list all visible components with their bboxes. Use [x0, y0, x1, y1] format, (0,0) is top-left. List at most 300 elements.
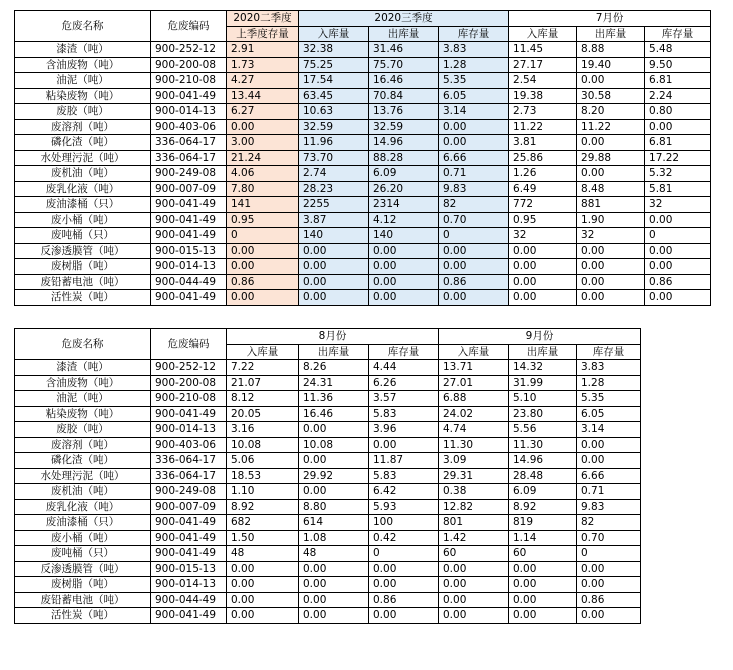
value-cell: 4.12	[369, 212, 439, 228]
table-row	[15, 499, 641, 515]
value-cell: 24.31	[299, 375, 369, 391]
value-cell: 682	[227, 515, 299, 531]
value-cell: 0.38	[439, 484, 509, 500]
value-cell: 0	[227, 228, 299, 244]
waste-name-cell: 漆渣（吨）	[15, 360, 151, 376]
value-cell: 9.83	[577, 499, 641, 515]
value-cell: 6.09	[509, 484, 577, 500]
monthly-table	[14, 328, 641, 624]
value-cell: 0.00	[577, 135, 645, 151]
waste-name-cell: 废铅蓄电池（吨）	[15, 274, 151, 290]
table-row	[15, 150, 711, 166]
value-cell: 32.59	[369, 119, 439, 135]
value-cell: 0.00	[227, 119, 299, 135]
value-cell: 13.76	[369, 104, 439, 120]
waste-name-cell: 漆渣（吨）	[15, 42, 151, 58]
table-row	[15, 515, 641, 531]
value-cell: 0.00	[509, 259, 577, 275]
q3-sub-stock: 库存量	[439, 26, 509, 42]
table-row	[15, 577, 641, 593]
value-cell: 0.00	[509, 243, 577, 259]
waste-name-cell: 废胶（吨）	[15, 104, 151, 120]
table-row	[15, 422, 641, 438]
value-cell: 3.14	[577, 422, 641, 438]
waste-name-cell: 废乳化液（吨）	[15, 499, 151, 515]
waste-name-cell: 水处理污泥（吨）	[15, 150, 151, 166]
value-cell: 5.06	[227, 453, 299, 469]
waste-name-cell: 废溶剂（吨）	[15, 119, 151, 135]
value-cell: 3.83	[577, 360, 641, 376]
m9-sub-outbound: 出库量	[509, 344, 577, 360]
value-cell: 14.96	[509, 453, 577, 469]
value-cell: 0.00	[509, 608, 577, 624]
value-cell: 11.96	[299, 135, 369, 151]
table-row	[15, 57, 711, 73]
value-cell: 0.95	[509, 212, 577, 228]
value-cell: 27.17	[509, 57, 577, 73]
value-cell: 11.36	[299, 391, 369, 407]
value-cell: 6.05	[439, 88, 509, 104]
table-row	[15, 484, 641, 500]
waste-name-cell: 粘染废物（吨）	[15, 406, 151, 422]
value-cell: 0.00	[227, 243, 299, 259]
value-cell: 6.81	[645, 135, 711, 151]
waste-code-cell: 900-252-12	[151, 42, 227, 58]
value-cell: 0.00	[299, 561, 369, 577]
value-cell: 10.08	[299, 437, 369, 453]
value-cell: 1.14	[509, 530, 577, 546]
value-cell: 0.00	[645, 212, 711, 228]
value-cell: 5.10	[509, 391, 577, 407]
value-cell: 0.00	[645, 119, 711, 135]
table-row	[15, 88, 711, 104]
value-cell: 3.83	[439, 42, 509, 58]
value-cell: 0.95	[227, 212, 299, 228]
value-cell: 11.87	[369, 453, 439, 469]
waste-name-cell: 磷化渣（吨）	[15, 453, 151, 469]
value-cell: 0.00	[227, 592, 299, 608]
m7-sub-outbound: 出库量	[577, 26, 645, 42]
value-cell: 5.83	[369, 406, 439, 422]
value-cell: 13.71	[439, 360, 509, 376]
q3-header: 2020三季度	[299, 11, 509, 27]
value-cell: 29.31	[439, 468, 509, 484]
waste-code-cell: 900-007-09	[151, 499, 227, 515]
value-cell: 32	[577, 228, 645, 244]
value-cell: 1.73	[227, 57, 299, 73]
value-cell: 5.35	[439, 73, 509, 89]
value-cell: 0.00	[369, 561, 439, 577]
waste-code-cell: 900-015-13	[151, 243, 227, 259]
waste-name-cell: 废胶（吨）	[15, 422, 151, 438]
value-cell: 772	[509, 197, 577, 213]
q3-sub-inbound: 入库量	[299, 26, 369, 42]
value-cell: 32.59	[299, 119, 369, 135]
value-cell: 2.74	[299, 166, 369, 182]
waste-code-cell: 900-014-13	[151, 422, 227, 438]
value-cell: 3.57	[369, 391, 439, 407]
waste-name-cell: 废溶剂（吨）	[15, 437, 151, 453]
value-cell: 5.35	[577, 391, 641, 407]
value-cell: 0.86	[577, 592, 641, 608]
col-header-code: 危废编码	[151, 329, 227, 360]
value-cell: 16.46	[299, 406, 369, 422]
waste-name-cell: 废树脂（吨）	[15, 577, 151, 593]
value-cell: 23.80	[509, 406, 577, 422]
value-cell: 0.00	[577, 577, 641, 593]
value-cell: 32	[645, 197, 711, 213]
value-cell: 8.92	[227, 499, 299, 515]
waste-name-cell: 磷化渣（吨）	[15, 135, 151, 151]
waste-code-cell: 900-014-13	[151, 577, 227, 593]
waste-name-cell: 油泥（吨）	[15, 73, 151, 89]
value-cell: 25.86	[509, 150, 577, 166]
waste-name-cell: 废吨桶（只）	[15, 228, 151, 244]
value-cell: 8.88	[577, 42, 645, 58]
value-cell: 5.56	[509, 422, 577, 438]
value-cell: 6.49	[509, 181, 577, 197]
value-cell: 0.00	[577, 453, 641, 469]
table-row	[15, 453, 641, 469]
value-cell: 1.08	[299, 530, 369, 546]
value-cell: 9.83	[439, 181, 509, 197]
value-cell: 0.00	[439, 608, 509, 624]
waste-code-cell: 900-044-49	[151, 592, 227, 608]
waste-code-cell: 900-014-13	[151, 104, 227, 120]
value-cell: 1.28	[577, 375, 641, 391]
value-cell: 21.07	[227, 375, 299, 391]
waste-name-cell: 反渗透膜管（吨）	[15, 561, 151, 577]
waste-name-cell: 废小桶（吨）	[15, 212, 151, 228]
waste-code-cell: 900-041-49	[151, 88, 227, 104]
value-cell: 0.00	[509, 290, 577, 306]
value-cell: 0.70	[439, 212, 509, 228]
m8-header: 8月份	[227, 329, 439, 345]
value-cell: 7.80	[227, 181, 299, 197]
value-cell: 4.27	[227, 73, 299, 89]
value-cell: 0.00	[509, 577, 577, 593]
value-cell: 27.01	[439, 375, 509, 391]
col-header-name: 危废名称	[15, 11, 151, 42]
table-row	[15, 42, 711, 58]
value-cell: 24.02	[439, 406, 509, 422]
table-row	[15, 437, 641, 453]
value-cell: 0.00	[299, 577, 369, 593]
m8-sub-inbound: 入库量	[227, 344, 299, 360]
value-cell: 0.00	[645, 290, 711, 306]
value-cell: 3.16	[227, 422, 299, 438]
value-cell: 29.92	[299, 468, 369, 484]
value-cell: 0.00	[227, 259, 299, 275]
table-row	[15, 259, 711, 275]
value-cell: 8.48	[577, 181, 645, 197]
value-cell: 3.87	[299, 212, 369, 228]
table-row	[15, 212, 711, 228]
waste-code-cell: 900-249-08	[151, 166, 227, 182]
q2-sub-opening-stock: 上季度存量	[227, 26, 299, 42]
value-cell: 1.10	[227, 484, 299, 500]
value-cell: 0.86	[645, 274, 711, 290]
table-row	[15, 73, 711, 89]
value-cell: 0.00	[369, 608, 439, 624]
waste-code-cell: 900-041-49	[151, 290, 227, 306]
col-header-name: 危废名称	[15, 329, 151, 360]
table-row	[15, 290, 711, 306]
value-cell: 819	[509, 515, 577, 531]
value-cell: 0.00	[577, 259, 645, 275]
value-cell: 6.66	[577, 468, 641, 484]
m9-header: 9月份	[439, 329, 641, 345]
value-cell: 17.54	[299, 73, 369, 89]
value-cell: 140	[369, 228, 439, 244]
value-cell: 0.00	[439, 243, 509, 259]
value-cell: 801	[439, 515, 509, 531]
m8-sub-stock: 库存量	[369, 344, 439, 360]
value-cell: 20.05	[227, 406, 299, 422]
value-cell: 0.00	[369, 577, 439, 593]
value-cell: 3.81	[509, 135, 577, 151]
value-cell: 2.91	[227, 42, 299, 58]
value-cell: 63.45	[299, 88, 369, 104]
waste-name-cell: 含油废物（吨）	[15, 57, 151, 73]
value-cell: 19.40	[577, 57, 645, 73]
value-cell: 60	[509, 546, 577, 562]
value-cell: 17.22	[645, 150, 711, 166]
value-cell: 0.86	[369, 592, 439, 608]
value-cell: 88.28	[369, 150, 439, 166]
value-cell: 1.28	[439, 57, 509, 73]
waste-code-cell: 900-403-06	[151, 119, 227, 135]
value-cell: 6.09	[369, 166, 439, 182]
value-cell: 0.00	[509, 592, 577, 608]
value-cell: 0.00	[439, 592, 509, 608]
value-cell: 28.23	[299, 181, 369, 197]
value-cell: 2.73	[509, 104, 577, 120]
value-cell: 0.86	[439, 274, 509, 290]
table-row	[15, 608, 641, 624]
waste-code-cell: 900-044-49	[151, 274, 227, 290]
value-cell: 19.38	[509, 88, 577, 104]
value-cell: 0.00	[299, 290, 369, 306]
value-cell: 881	[577, 197, 645, 213]
value-cell: 31.99	[509, 375, 577, 391]
value-cell: 5.32	[645, 166, 711, 182]
value-cell: 11.22	[577, 119, 645, 135]
value-cell: 2255	[299, 197, 369, 213]
value-cell: 0.86	[227, 274, 299, 290]
waste-name-cell: 废树脂（吨）	[15, 259, 151, 275]
value-cell: 0.00	[577, 274, 645, 290]
value-cell: 0.00	[577, 290, 645, 306]
value-cell: 0.00	[299, 259, 369, 275]
value-cell: 6.88	[439, 391, 509, 407]
value-cell: 82	[439, 197, 509, 213]
value-cell: 30.58	[577, 88, 645, 104]
value-cell: 18.53	[227, 468, 299, 484]
value-cell: 31.46	[369, 42, 439, 58]
waste-code-cell: 336-064-17	[151, 453, 227, 469]
value-cell: 0.00	[299, 422, 369, 438]
table-row	[15, 243, 711, 259]
value-cell: 73.70	[299, 150, 369, 166]
value-cell: 75.25	[299, 57, 369, 73]
waste-code-cell: 900-015-13	[151, 561, 227, 577]
value-cell: 48	[299, 546, 369, 562]
q2-header: 2020二季度	[227, 11, 299, 27]
waste-code-cell: 900-041-49	[151, 212, 227, 228]
value-cell: 21.24	[227, 150, 299, 166]
value-cell: 1.90	[577, 212, 645, 228]
table-row	[15, 468, 641, 484]
value-cell: 0	[645, 228, 711, 244]
waste-name-cell: 废油漆桶（只）	[15, 515, 151, 531]
waste-name-cell: 油泥（吨）	[15, 391, 151, 407]
value-cell: 0.00	[439, 119, 509, 135]
waste-code-cell: 336-064-17	[151, 150, 227, 166]
waste-code-cell: 900-014-13	[151, 259, 227, 275]
value-cell: 0.00	[439, 290, 509, 306]
value-cell: 6.42	[369, 484, 439, 500]
value-cell: 2314	[369, 197, 439, 213]
waste-code-cell: 900-007-09	[151, 181, 227, 197]
waste-code-cell: 900-041-49	[151, 546, 227, 562]
waste-name-cell: 含油废物（吨）	[15, 375, 151, 391]
value-cell: 1.42	[439, 530, 509, 546]
value-cell: 0.00	[645, 259, 711, 275]
value-cell: 0.00	[439, 561, 509, 577]
value-cell: 0.70	[577, 530, 641, 546]
value-cell: 0.00	[369, 290, 439, 306]
table-row	[15, 360, 641, 376]
value-cell: 26.20	[369, 181, 439, 197]
value-cell: 4.06	[227, 166, 299, 182]
waste-code-cell: 900-041-49	[151, 515, 227, 531]
value-cell: 3.00	[227, 135, 299, 151]
value-cell: 60	[439, 546, 509, 562]
value-cell: 0.00	[577, 561, 641, 577]
waste-name-cell: 活性炭（吨）	[15, 290, 151, 306]
waste-name-cell: 废铅蓄电池（吨）	[15, 592, 151, 608]
value-cell: 2.54	[509, 73, 577, 89]
waste-name-cell: 水处理污泥（吨）	[15, 468, 151, 484]
waste-code-cell: 900-403-06	[151, 437, 227, 453]
table-row	[15, 592, 641, 608]
value-cell: 0.00	[439, 135, 509, 151]
value-cell: 0.00	[439, 577, 509, 593]
value-cell: 0.00	[227, 608, 299, 624]
value-cell: 32.38	[299, 42, 369, 58]
value-cell: 6.27	[227, 104, 299, 120]
value-cell: 6.81	[645, 73, 711, 89]
table-row	[15, 197, 711, 213]
value-cell: 0.00	[645, 243, 711, 259]
value-cell: 1.26	[509, 166, 577, 182]
waste-name-cell: 废油漆桶（只）	[15, 197, 151, 213]
value-cell: 16.46	[369, 73, 439, 89]
value-cell: 0.71	[577, 484, 641, 500]
m7-sub-inbound: 入库量	[509, 26, 577, 42]
waste-name-cell: 废吨桶（只）	[15, 546, 151, 562]
value-cell: 11.45	[509, 42, 577, 58]
table-row	[15, 181, 711, 197]
waste-code-cell: 900-210-08	[151, 391, 227, 407]
value-cell: 5.93	[369, 499, 439, 515]
value-cell: 48	[227, 546, 299, 562]
value-cell: 13.44	[227, 88, 299, 104]
value-cell: 0	[439, 228, 509, 244]
value-cell: 0.00	[227, 290, 299, 306]
table-row	[15, 530, 641, 546]
value-cell: 75.70	[369, 57, 439, 73]
value-cell: 8.26	[299, 360, 369, 376]
value-cell: 0.00	[227, 577, 299, 593]
table-row	[15, 228, 711, 244]
value-cell: 14.32	[509, 360, 577, 376]
table-row	[15, 375, 641, 391]
value-cell: 11.30	[439, 437, 509, 453]
table-row	[15, 274, 711, 290]
table-row	[15, 546, 641, 562]
value-cell: 0.00	[369, 274, 439, 290]
value-cell: 0.00	[299, 274, 369, 290]
value-cell: 0.00	[577, 166, 645, 182]
value-cell: 5.48	[645, 42, 711, 58]
q3-sub-outbound: 出库量	[369, 26, 439, 42]
value-cell: 0	[577, 546, 641, 562]
value-cell: 0.00	[577, 243, 645, 259]
value-cell: 0.00	[577, 608, 641, 624]
m7-sub-stock: 库存量	[645, 26, 711, 42]
value-cell: 8.12	[227, 391, 299, 407]
value-cell: 0.00	[227, 561, 299, 577]
waste-code-cell: 900-041-49	[151, 608, 227, 624]
waste-name-cell: 废小桶（吨）	[15, 530, 151, 546]
waste-name-cell: 活性炭（吨）	[15, 608, 151, 624]
waste-code-cell: 900-200-08	[151, 375, 227, 391]
value-cell: 5.81	[645, 181, 711, 197]
value-cell: 141	[227, 197, 299, 213]
value-cell: 28.48	[509, 468, 577, 484]
value-cell: 10.08	[227, 437, 299, 453]
value-cell: 3.96	[369, 422, 439, 438]
value-cell: 29.88	[577, 150, 645, 166]
value-cell: 0.80	[645, 104, 711, 120]
waste-name-cell: 废乳化液（吨）	[15, 181, 151, 197]
value-cell: 2.24	[645, 88, 711, 104]
value-cell: 140	[299, 228, 369, 244]
value-cell: 0	[369, 546, 439, 562]
value-cell: 7.22	[227, 360, 299, 376]
value-cell: 0.00	[299, 484, 369, 500]
value-cell: 0.00	[299, 243, 369, 259]
value-cell: 9.50	[645, 57, 711, 73]
waste-code-cell: 336-064-17	[151, 135, 227, 151]
table-row	[15, 406, 641, 422]
value-cell: 0.00	[509, 561, 577, 577]
value-cell: 6.66	[439, 150, 509, 166]
table-row	[15, 119, 711, 135]
waste-code-cell: 900-210-08	[151, 73, 227, 89]
value-cell: 0.00	[299, 453, 369, 469]
value-cell: 0.42	[369, 530, 439, 546]
value-cell: 3.14	[439, 104, 509, 120]
value-cell: 100	[369, 515, 439, 531]
value-cell: 0.00	[299, 608, 369, 624]
table-row	[15, 135, 711, 151]
value-cell: 0.00	[299, 592, 369, 608]
value-cell: 0.00	[369, 437, 439, 453]
m7-header: 7月份	[509, 11, 711, 27]
